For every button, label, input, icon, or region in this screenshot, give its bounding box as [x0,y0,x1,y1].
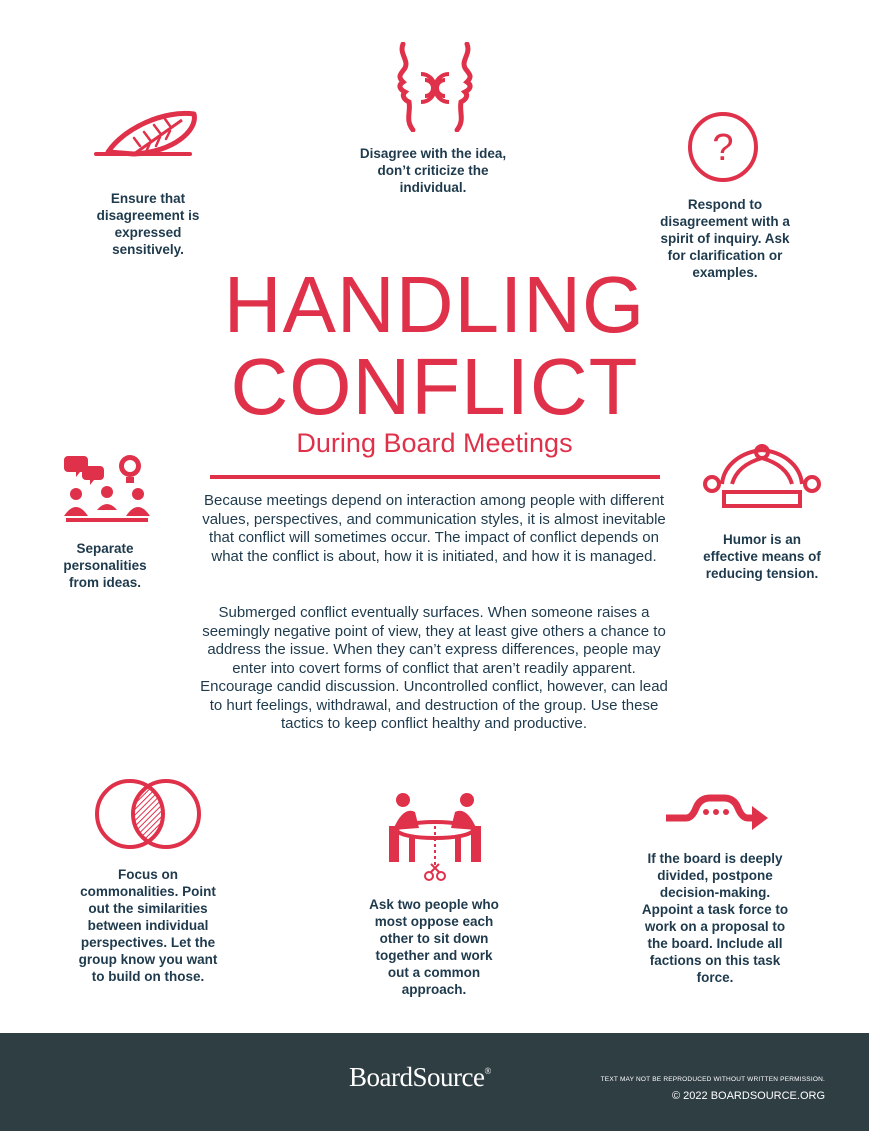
tip-focus-commonalities: Focus on commonalities. Point out the similarities between individual perspectives. Let the group know you want to build on those. [78,867,218,984]
copyright-notice: © 2022 BOARDSOURCE.ORG [672,1090,825,1102]
page-subtitle: During Board Meetings [296,428,573,458]
tip-express-sensitively: Ensure that disagreement is expressed sensitively. [96,191,200,257]
legal-notice: TEXT MAY NOT BE REPRODUCED WITHOUT WRITTEN PERMISSION. [600,1076,825,1083]
registered-mark: ® [484,1066,491,1076]
tip-humor: Humor is an effective means of reducing tension. [703,532,821,581]
detour-arrow-icon [662,788,770,830]
title-divider [210,475,660,479]
tip-opposing-pair: Ask two people who most oppose each other to sit down together and work out a common approach. [369,897,499,997]
page-title-line1: HANDLING [223,260,646,349]
venn-diagram-icon [94,776,202,852]
tip-separate-personalities: Separate personalities from ideas. [63,541,147,590]
svg-text:?: ? [712,127,734,169]
facing-profiles-icon [395,42,475,132]
jester-hat-icon [702,444,822,514]
question-circle-icon [686,110,760,184]
brand-name: BoardSource [349,1062,485,1092]
people-at-table-icon [385,790,485,884]
feather-icon [94,108,204,164]
intro-paragraph-2: Submerged conflict eventually surfaces. When someone raises a seemingly negative point of view, they at least give others a chance to address the issue. When they can’t express differences, people may enter into covert forms of conflict that aren’t readily apparent. Encourage candid discussion. Uncontrolled conflict, however, can lead to hurt feelings, withdrawal, and destruction of the group. Use these tactics to keep conflict healthy and productive. [200,604,668,732]
brand-logo [349,1062,491,1093]
group-ideas-icon [62,452,152,524]
tip-disagree-idea: Disagree with the idea, don’t criticize the individual. [359,146,507,195]
tip-task-force: If the board is deeply divided, postpone decision-making. Appoint a task force to work on a proposal to the board. Include all factions on this task force. [641,851,789,985]
page-title-line2: CONFLICT [230,342,639,431]
intro-paragraph-1: Because meetings depend on interaction among people with different values, perspectives, and communication styles, it is almost inevitable that conflict will sometimes occur. The impact of conflict depends on what the conflict is about, how it is initiated, and how it is managed. [202,492,666,565]
tip-spirit-of-inquiry: Respond to disagreement with a spirit of inquiry. Ask for clarification or examples. [660,197,790,280]
